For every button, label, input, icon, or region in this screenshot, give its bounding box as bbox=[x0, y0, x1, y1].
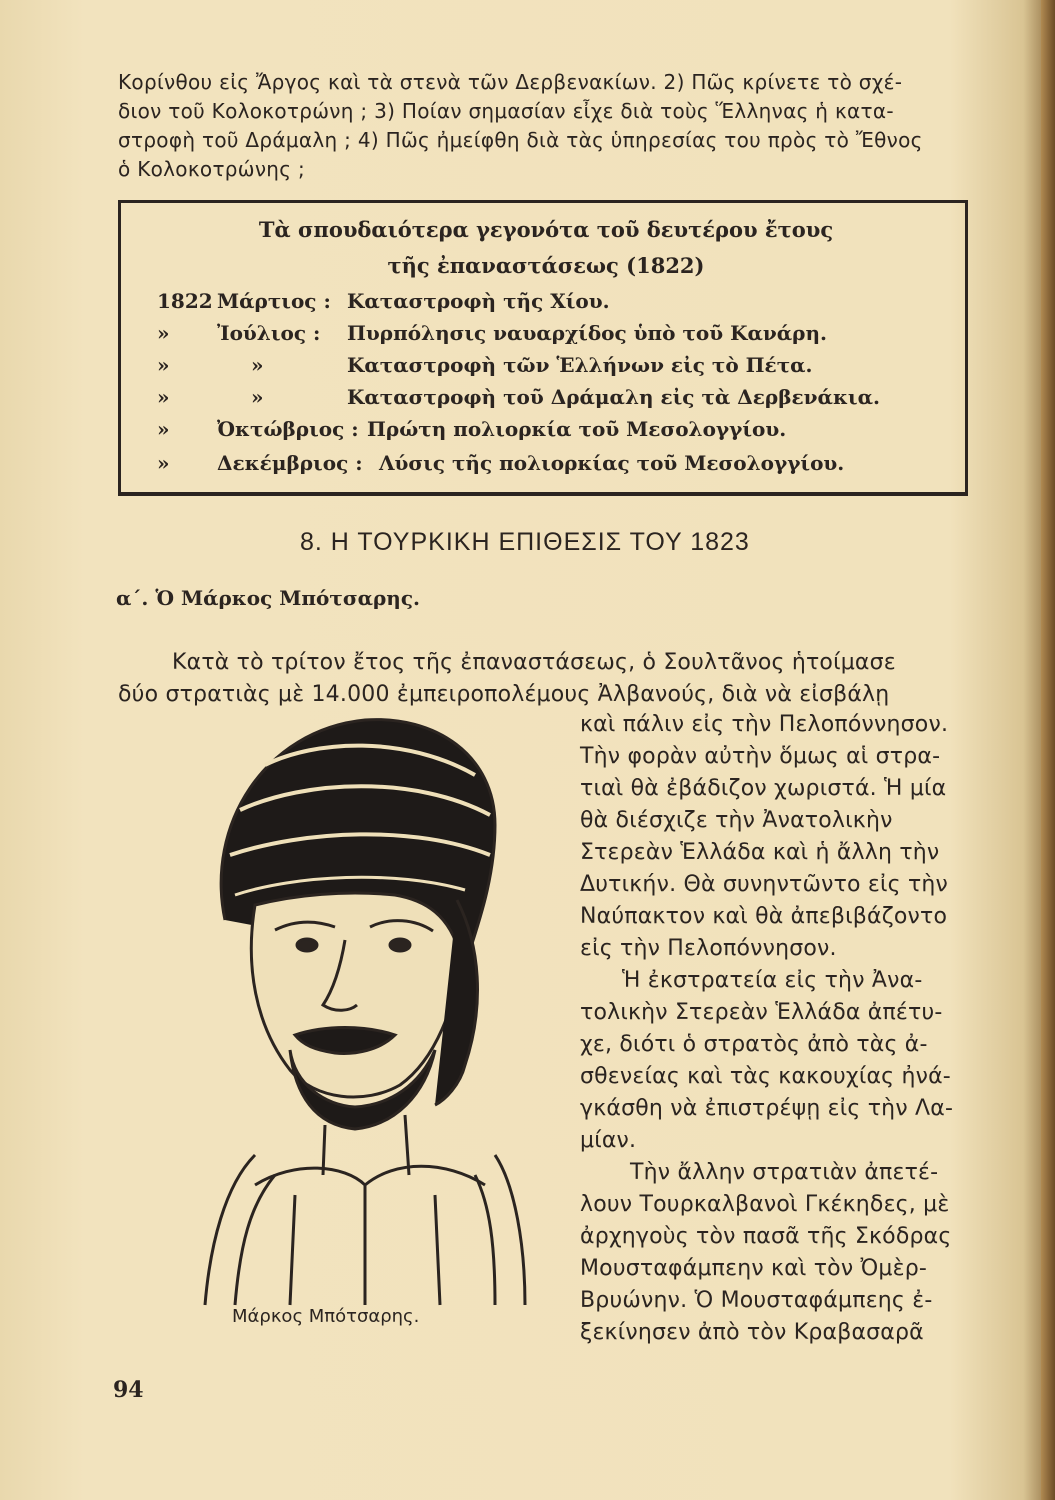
event-year: » bbox=[157, 385, 170, 409]
body-line: δύο στρατιὰς μὲ 14.000 ἐμπειροπολέμους Ἀλβανούς, διὰ νὰ εἰσβάλῃ bbox=[118, 682, 890, 707]
column-line: Μουσταφάμπεην καὶ τὸν Ὀμὲρ- bbox=[580, 1256, 928, 1281]
box-title-line-2: τῆς ἐπαναστάσεως (1822) bbox=[387, 253, 705, 278]
page-number: 94 bbox=[113, 1377, 144, 1403]
events-box bbox=[118, 200, 968, 496]
event-month: Μάρτιος : bbox=[217, 289, 331, 313]
column-line: ἀρχηγοὺς τὸν πασᾶ τῆς Σκόδρας bbox=[580, 1224, 952, 1249]
column-line: Τὴν ἄλλην στρατιὰν ἀπετέ- bbox=[630, 1160, 939, 1185]
event-month: Ὀκτώβριος : bbox=[217, 417, 359, 441]
event-text: Καταστροφὴ τοῦ Δράμαλη εἰς τὰ Δερβενάκια. bbox=[347, 385, 880, 409]
event-month: » bbox=[251, 385, 264, 409]
intro-questions bbox=[118, 68, 968, 184]
event-text: Καταστροφὴ τῆς Χίου. bbox=[347, 289, 610, 313]
intro-line: στροφὴ τοῦ Δράμαλη ; 4) Πῶς ἠμείφθη διὰ τὰς ὑπηρεσίας του πρὸς τὸ Ἔθνος bbox=[118, 128, 923, 152]
event-text: Πρώτη πολιορκία τοῦ Μεσολογγίου. bbox=[367, 417, 787, 441]
box-title-line-1: Τὰ σπουδαιότερα γεγονότα τοῦ δευτέρου ἔτους bbox=[258, 217, 834, 242]
column-line: λουν Τουρκαλβανοὶ Γκέκηδες, μὲ bbox=[580, 1192, 950, 1217]
body-line: Κατὰ τὸ τρίτον ἔτος τῆς ἐπαναστάσεως, ὁ Σουλτᾶνος ἡτοίμασε bbox=[172, 650, 896, 675]
event-text: Λύσις τῆς πολιορκίας τοῦ Μεσολογγίου. bbox=[379, 451, 845, 475]
column-line: χε, διότι ὁ στρατὸς ἀπὸ τὰς ἀ- bbox=[580, 1032, 928, 1057]
portrait-illustration bbox=[195, 705, 535, 1325]
event-year: » bbox=[157, 353, 170, 377]
event-month: Ἰούλιος : bbox=[217, 321, 321, 345]
intro-line: ὁ Κολοκοτρώνης ; bbox=[118, 157, 306, 181]
intro-line: διον τοῦ Κολοκοτρώνη ; 3) Ποίαν σημασίαν εἶχε διὰ τοὺς Ἕλληνας ἡ κατα- bbox=[118, 99, 894, 123]
chapter-title: 8. Η ΤΟΥΡΚΙΚΗ ΕΠΙΘΕΣΙΣ ΤΟΥ 1823 bbox=[300, 528, 750, 556]
column-line: τολικὴν Στερεὰν Ἑλλάδα ἀπέτυ- bbox=[580, 1000, 943, 1025]
intro-line: Κορίνθου εἰς Ἄργος καὶ τὰ στενὰ τῶν Δερβενακίων. 2) Πῶς κρίνετε τὸ σχέ- bbox=[118, 70, 903, 94]
column-line: τιαὶ θὰ ἐβάδιζον χωριστά. Ἡ μία bbox=[580, 776, 947, 801]
page-edge bbox=[1041, 0, 1055, 1500]
event-year: » bbox=[157, 321, 170, 345]
column-line: Βρυώνην. Ὁ Μουσταφάμπεης ἐ- bbox=[580, 1288, 933, 1313]
column-line: γκάσθη νὰ ἐπιστρέψῃ εἰς τὴν Λα- bbox=[580, 1096, 954, 1121]
event-month: » bbox=[251, 353, 264, 377]
column-line: εἰς τὴν Πελοπόννησον. bbox=[580, 936, 837, 961]
portrait-caption: Μάρκος Μπότσαρης. bbox=[232, 1306, 420, 1327]
event-year: 1822 bbox=[157, 289, 213, 313]
event-text: Καταστροφὴ τῶν Ἑλλήνων εἰς τὸ Πέτα. bbox=[347, 353, 813, 377]
column-line: σθενείας καὶ τὰς κακουχίας ἠνά- bbox=[580, 1064, 951, 1089]
column-line: Ἡ ἐκστρατεία εἰς τὴν Ἀνα- bbox=[622, 968, 923, 993]
event-text: Πυρπόλησις ναυαρχίδος ὑπὸ τοῦ Κανάρη. bbox=[347, 321, 827, 345]
column-line: Στερεὰν Ἑλλάδα καὶ ἡ ἄλλη τὴν bbox=[580, 840, 940, 865]
column-line: θὰ διέσχιζε τὴν Ἀνατολικὴν bbox=[580, 808, 893, 833]
event-month: Δεκέμβριος : bbox=[217, 451, 363, 475]
column-line: Ναύπακτον καὶ θὰ ἀπεβιβάζοντο bbox=[580, 904, 948, 929]
column-line: μίαν. bbox=[580, 1128, 637, 1153]
column-line: καὶ πάλιν εἰς τὴν Πελοπόννησον. bbox=[580, 712, 949, 737]
column-line: ξεκίνησεν ἀπὸ τὸν Κραβασαρᾶ bbox=[580, 1320, 924, 1345]
section-title: α΄. Ὁ Μάρκος Μπότσαρης. bbox=[116, 586, 420, 610]
event-year: » bbox=[157, 451, 170, 475]
column-line: Δυτικήν. Θὰ συνηντῶντο εἰς τὴν bbox=[580, 872, 949, 897]
column-line: Τὴν φορὰν αὐτὴν ὅμως αἱ στρα- bbox=[580, 744, 941, 769]
event-year: » bbox=[157, 417, 170, 441]
